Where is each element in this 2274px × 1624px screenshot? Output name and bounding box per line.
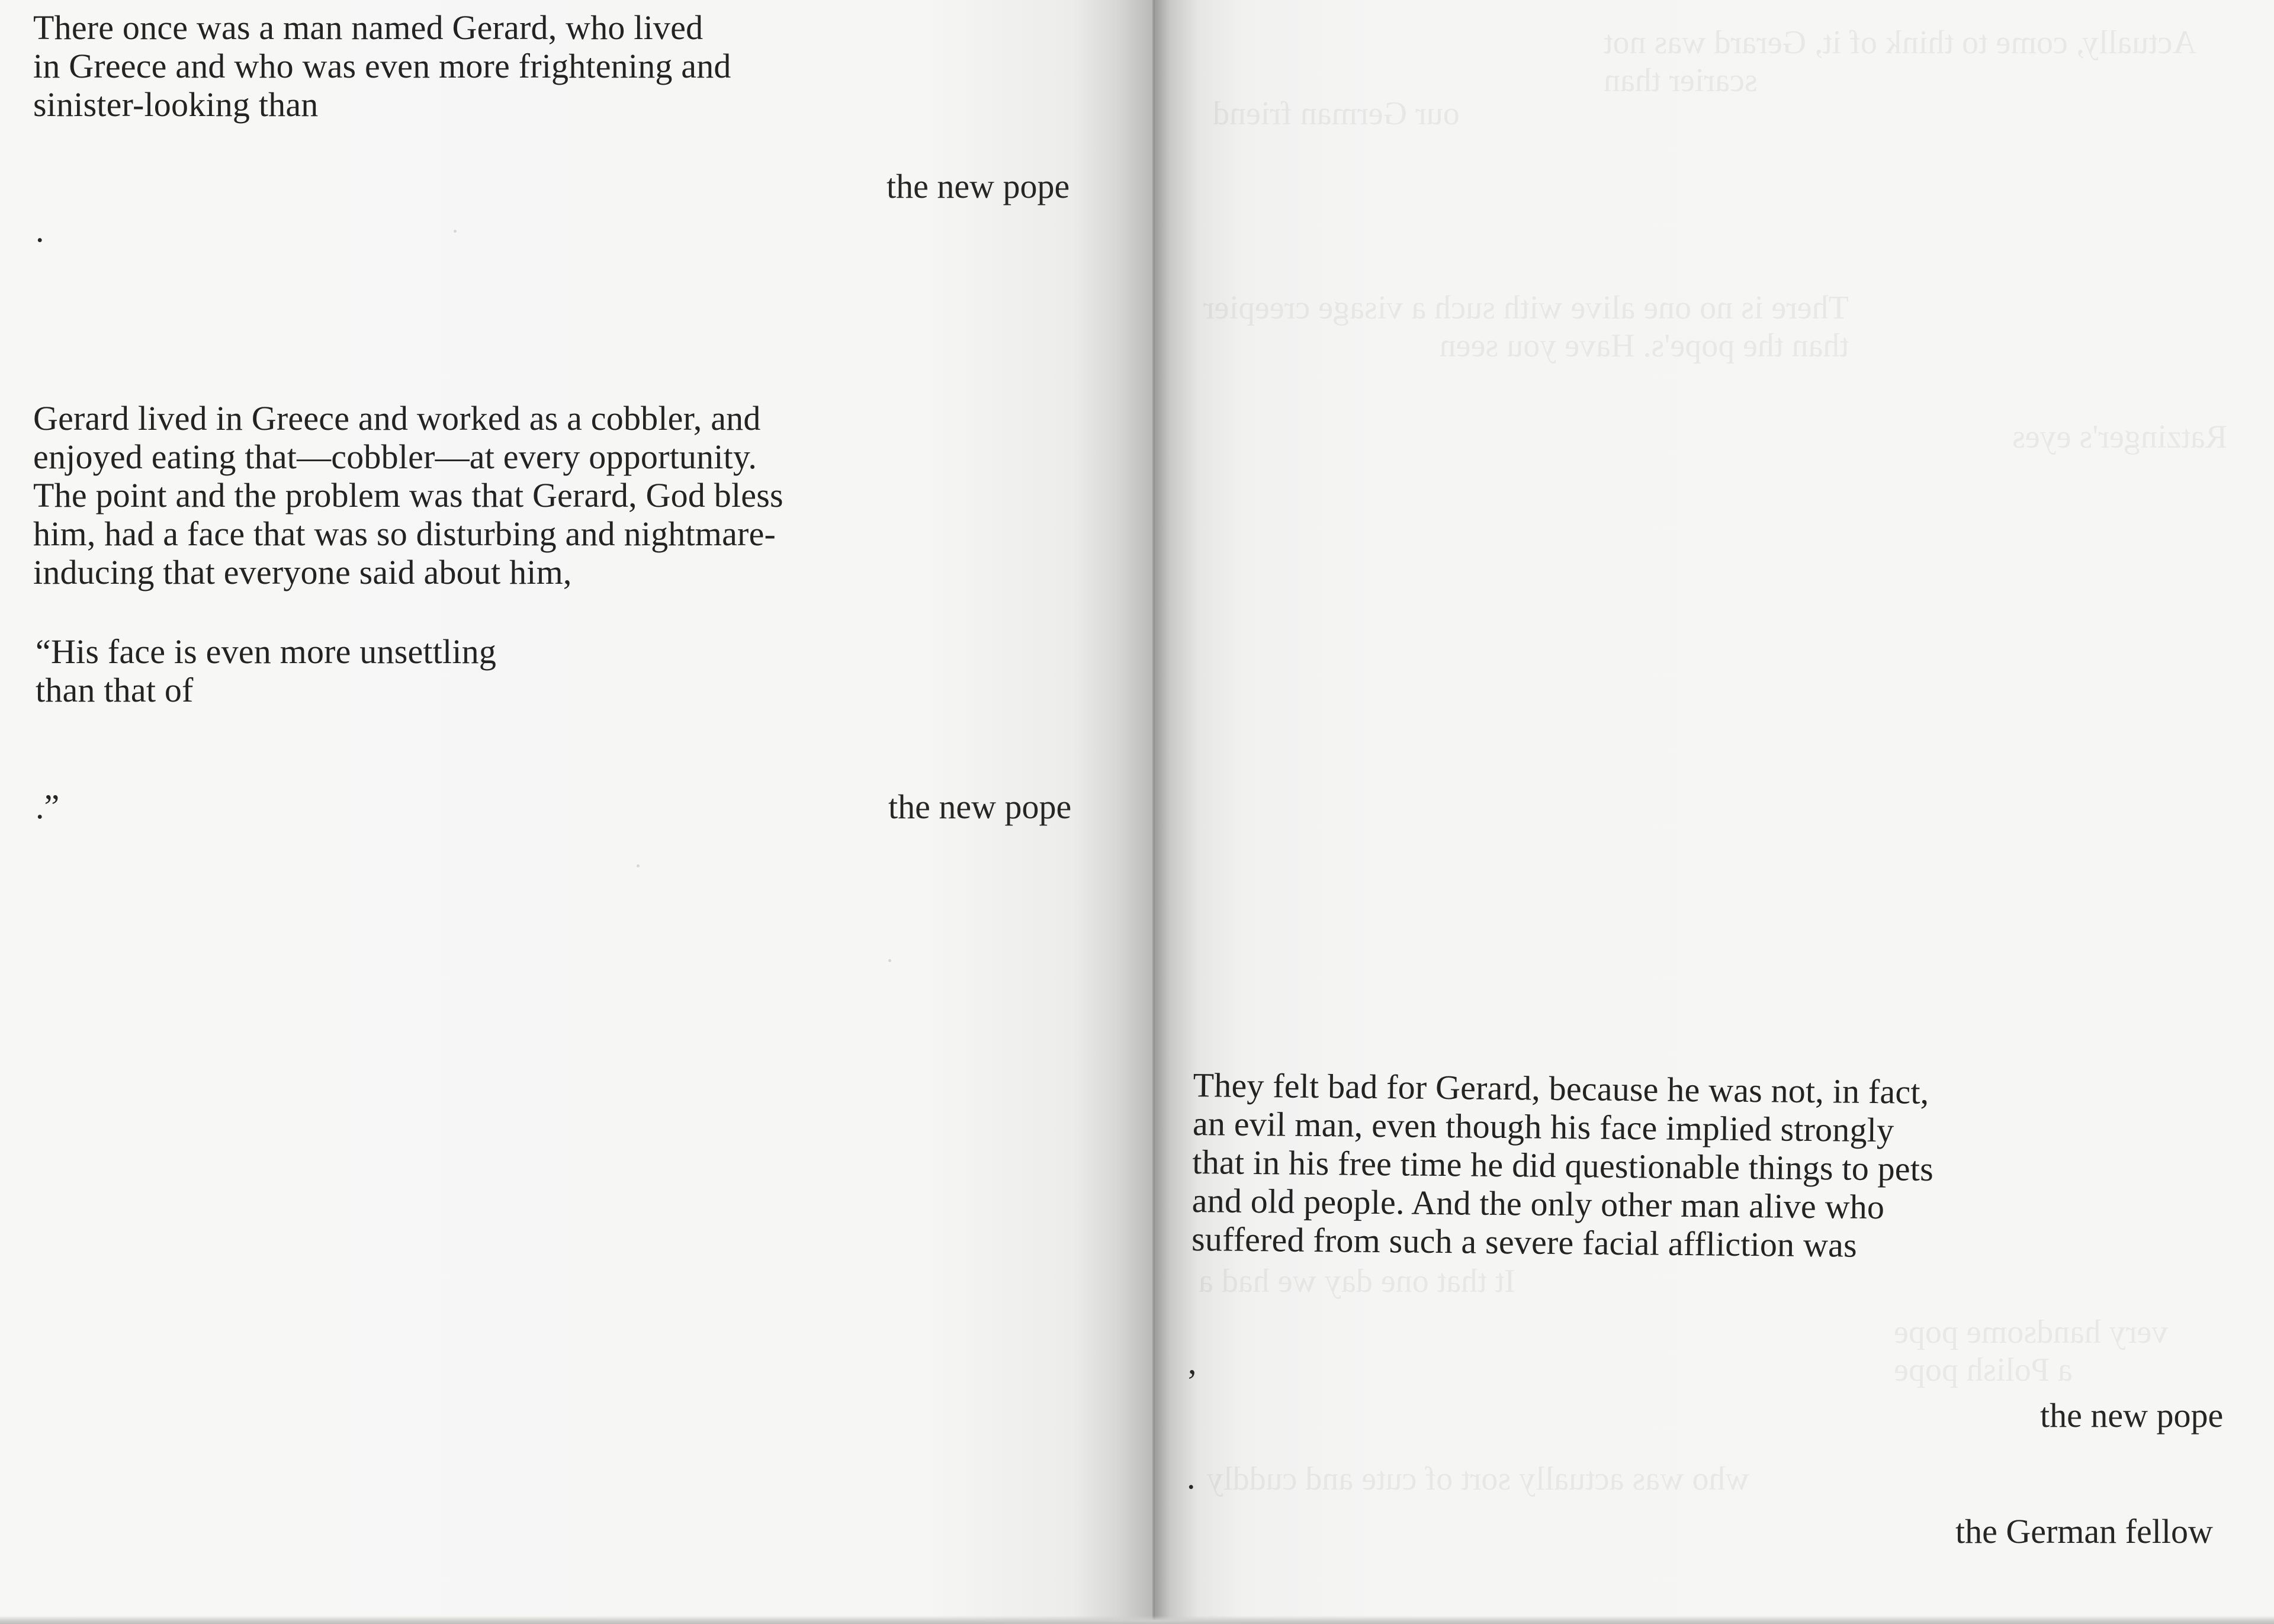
show-through-block-3: It that one day we had a: [1199, 1263, 1515, 1300]
paper-speck: [637, 864, 640, 867]
show-through-block-2: There is no one alive with such a visage creepier than the pope's. Have you seen: [1203, 290, 1849, 364]
show-through-block-1: Actually, come to think of it, Gerard was not scarier than: [1604, 24, 2196, 99]
book-gutter: [1152, 0, 1155, 1624]
left-label-new-pope-1: the new pope: [887, 167, 1070, 205]
right-paragraph-gerard: They felt bad for Gerard, because he was not, in fact, an evil man, even though his face implied strongly that in his free time he did questionable things to pets and old people. And the only other man alive who suffered from such a severe facial affliction was: [1191, 1066, 1934, 1265]
show-through-label-2: Ratzinger's eyes: [2012, 419, 2228, 455]
left-label-new-pope-2: the new pope: [888, 787, 1072, 826]
right-page: [1154, 0, 2274, 1624]
show-through-label-1: our German friend: [1213, 95, 1460, 132]
page-bottom-edge: [0, 1616, 2274, 1624]
right-label-german-fellow: the German fellow: [1955, 1512, 2213, 1551]
right-period-mark: .: [1187, 1458, 1196, 1496]
show-through-block-4: very handsome pope a Polish pope: [1894, 1314, 2169, 1388]
paper-speck: [454, 230, 457, 233]
paper-speck: [888, 959, 891, 962]
right-label-new-pope: the new pope: [2040, 1396, 2224, 1435]
left-quote: “His face is even more unsettling than that of: [36, 632, 497, 709]
right-comma-mark: ,: [1188, 1343, 1197, 1381]
show-through-block-5: who was actually sort of cute and cuddly: [1207, 1461, 1749, 1497]
left-paragraph-intro: There once was a man named Gerard, who lived in Greece and who was even more frightening and sinister-looking than: [33, 8, 731, 124]
left-paragraph-cobbler: Gerard lived in Greece and worked as a cobbler, and enjoyed eating that—cobbler—at every opportunity. The point and the problem was that Gerard, God bless him, had a face that was so disturbing and nightmare- inducing that everyone said about him,: [33, 399, 783, 591]
left-quote-close-mark: .”: [36, 787, 60, 826]
left-period-mark: .: [36, 211, 44, 249]
